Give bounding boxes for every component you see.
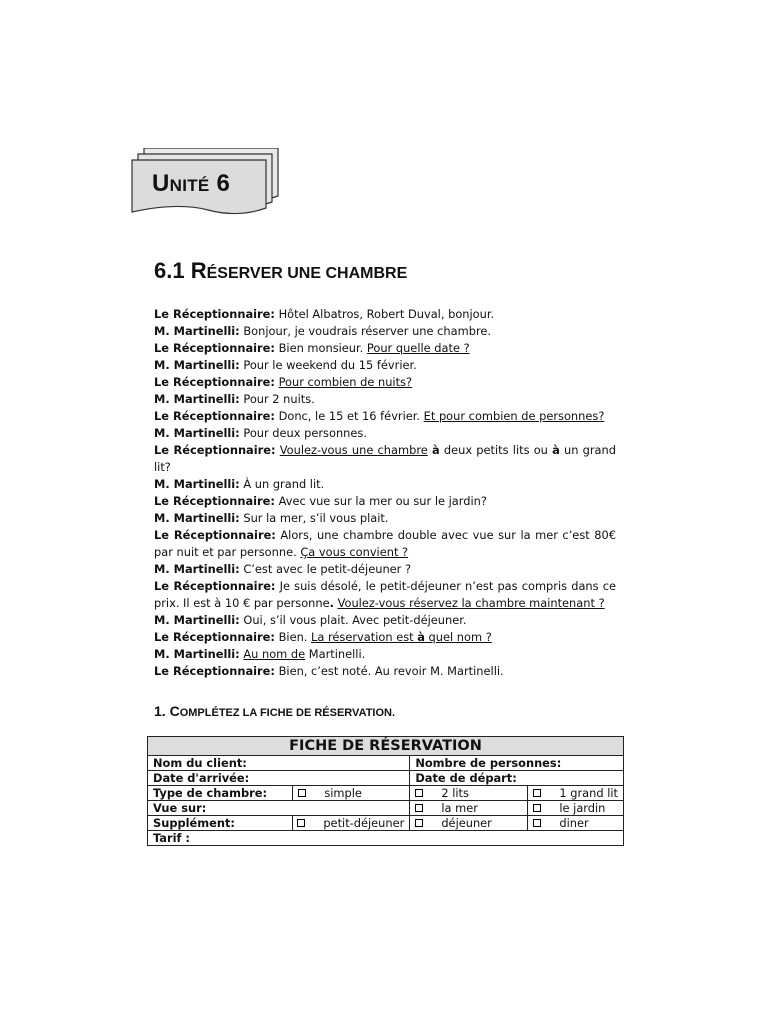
- checkbox-icon[interactable]: [297, 819, 305, 827]
- option-dejeuner[interactable]: déjeuner: [410, 816, 528, 831]
- dialog-line: [154, 663, 616, 680]
- option-grand-lit[interactable]: 1 grand lit: [528, 786, 624, 801]
- option-2-lits[interactable]: 2 lits: [410, 786, 528, 801]
- dialog-line: [154, 340, 616, 357]
- checkbox-icon[interactable]: [415, 789, 423, 797]
- speaker-label: M. Martinelli:: [154, 647, 240, 661]
- dialog-line: [154, 646, 616, 663]
- room-type-label: Type de chambre:: [148, 786, 293, 801]
- dialog-segment: Ça vous convient ?: [300, 545, 409, 559]
- dialog-segment: Bonjour, je voudrais réserver une chambre.: [239, 324, 492, 338]
- persons-field[interactable]: Nombre de personnes:: [410, 756, 624, 771]
- unit-title: UNITÉ 6: [152, 170, 231, 197]
- speaker-label: M. Martinelli:: [154, 358, 240, 372]
- checkbox-icon[interactable]: [415, 819, 423, 827]
- speaker-label: M. Martinelli:: [154, 392, 240, 406]
- dialog-line: [154, 527, 616, 561]
- dialog-segment: Hôtel Albatros, Robert Duval, bonjour.: [274, 307, 495, 321]
- dialog-segment: Avec vue sur la mer ou sur le jardin?: [274, 494, 487, 508]
- dialog-segment: à: [432, 443, 440, 457]
- dialog-segment: Pour combien de nuits?: [278, 375, 413, 389]
- checkbox-icon[interactable]: [415, 804, 423, 812]
- dialog-segment: Donc, le 15 et 16 février.: [274, 409, 424, 423]
- speaker-label: Le Réceptionnaire:: [154, 341, 275, 355]
- dialog-segment: Bien.: [274, 630, 312, 644]
- dialog-segment: Et pour combien de personnes?: [423, 409, 605, 423]
- dialog-segment: à: [417, 630, 425, 644]
- view-label: Vue sur:: [148, 801, 410, 816]
- dialog-line: [154, 391, 616, 408]
- option-petit-dejeuner[interactable]: petit-déjeuner: [293, 816, 410, 831]
- dialog-segment: Alors, une chambre double avec vue sur la mer c’est 80€ par nuit et par personne.: [154, 528, 616, 559]
- dialog-segment: Je suis désolé, le petit-déjeuner n’est pas compris dans ce prix. Il est à 10 € par personne: [154, 579, 616, 610]
- option-simple[interactable]: simple: [293, 786, 410, 801]
- dialog-line: [154, 629, 616, 646]
- dialog-segment: Voulez-vous une chambre: [279, 443, 428, 457]
- dialog-line: [154, 306, 616, 323]
- dialog-segment: C’est avec le petit-déjeuner ?: [239, 562, 412, 576]
- dialog-segment: Pour 2 nuits.: [239, 392, 315, 406]
- departure-date-field[interactable]: Date de départ:: [410, 771, 624, 786]
- dialog-segment: Pour deux personnes.: [239, 426, 367, 440]
- dialog-segment: À un grand lit.: [239, 477, 325, 491]
- speaker-label: Le Réceptionnaire:: [154, 375, 275, 389]
- dialog-segment: Sur la mer, s’il vous plait.: [239, 511, 389, 525]
- dialog-line: [154, 510, 616, 527]
- dialog-segment: Pour quelle date ?: [366, 341, 470, 355]
- dialog-segment: à: [552, 443, 560, 457]
- speaker-label: M. Martinelli:: [154, 477, 240, 491]
- speaker-label: Le Réceptionnaire:: [154, 630, 275, 644]
- dialog-segment: un grand lit?: [154, 443, 616, 474]
- dialog-segment: La réservation est: [311, 630, 418, 644]
- speaker-label: M. Martinelli:: [154, 324, 240, 338]
- section-title: 6.1 RÉSERVER UNE CHAMBRE: [154, 258, 408, 283]
- dialog-segment: Oui, s’il vous plait. Avec petit-déjeuner.: [239, 613, 467, 627]
- option-jardin[interactable]: le jardin: [528, 801, 624, 816]
- speaker-label: Le Réceptionnaire:: [154, 664, 275, 678]
- dialog-line: [154, 493, 616, 510]
- dialog-segment: .: [329, 596, 334, 610]
- dialog-segment: Pour le weekend du 15 février.: [239, 358, 417, 372]
- dialog-segment: Bien monsieur.: [274, 341, 367, 355]
- form-title: FICHE DE RÉSERVATION: [148, 737, 624, 756]
- dialog-line: [154, 476, 616, 493]
- option-mer[interactable]: la mer: [410, 801, 528, 816]
- option-diner[interactable]: diner: [528, 816, 624, 831]
- arrival-date-field[interactable]: Date d'arrivée:: [148, 771, 410, 786]
- dialog-line: [154, 357, 616, 374]
- speaker-label: M. Martinelli:: [154, 613, 240, 627]
- dialog-line: [154, 408, 616, 425]
- speaker-label: M. Martinelli:: [154, 511, 240, 525]
- dialog-segment: Au nom de: [243, 647, 306, 661]
- dialog-line: [154, 425, 616, 442]
- client-name-field[interactable]: Nom du client:: [148, 756, 410, 771]
- supplement-label: Supplément:: [148, 816, 293, 831]
- speaker-label: Le Réceptionnaire:: [154, 307, 275, 321]
- speaker-label: Le Réceptionnaire:: [154, 443, 276, 457]
- checkbox-icon[interactable]: [533, 804, 541, 812]
- checkbox-icon[interactable]: [533, 819, 541, 827]
- dialog-line: [154, 561, 616, 578]
- exercise-title: 1. COMPLÉTEZ LA FICHE DE RÉSERVATION.: [154, 703, 396, 719]
- dialog-text: [154, 306, 616, 680]
- speaker-label: Le Réceptionnaire:: [154, 528, 276, 542]
- speaker-label: M. Martinelli:: [154, 426, 240, 440]
- speaker-label: Le Réceptionnaire:: [154, 494, 275, 508]
- tarif-field[interactable]: Tarif :: [148, 831, 624, 846]
- dialog-segment: Bien, c’est noté. Au revoir M. Martinelli.: [274, 664, 504, 678]
- speaker-label: M. Martinelli:: [154, 562, 240, 576]
- dialog-segment: Martinelli.: [305, 647, 366, 661]
- dialog-line: [154, 374, 616, 391]
- dialog-line: [154, 323, 616, 340]
- dialog-line: [154, 578, 616, 612]
- dialog-line: [154, 612, 616, 629]
- dialog-segment: deux petits lits ou: [439, 443, 553, 457]
- dialog-segment: Voulez-vous réservez la chambre maintenant ?: [337, 596, 605, 610]
- checkbox-icon[interactable]: [298, 789, 306, 797]
- reservation-form: [147, 736, 624, 846]
- checkbox-icon[interactable]: [533, 789, 541, 797]
- dialog-line: [154, 442, 616, 476]
- speaker-label: Le Réceptionnaire:: [154, 409, 275, 423]
- speaker-label: Le Réceptionnaire:: [154, 579, 276, 593]
- dialog-segment: quel nom ?: [424, 630, 492, 644]
